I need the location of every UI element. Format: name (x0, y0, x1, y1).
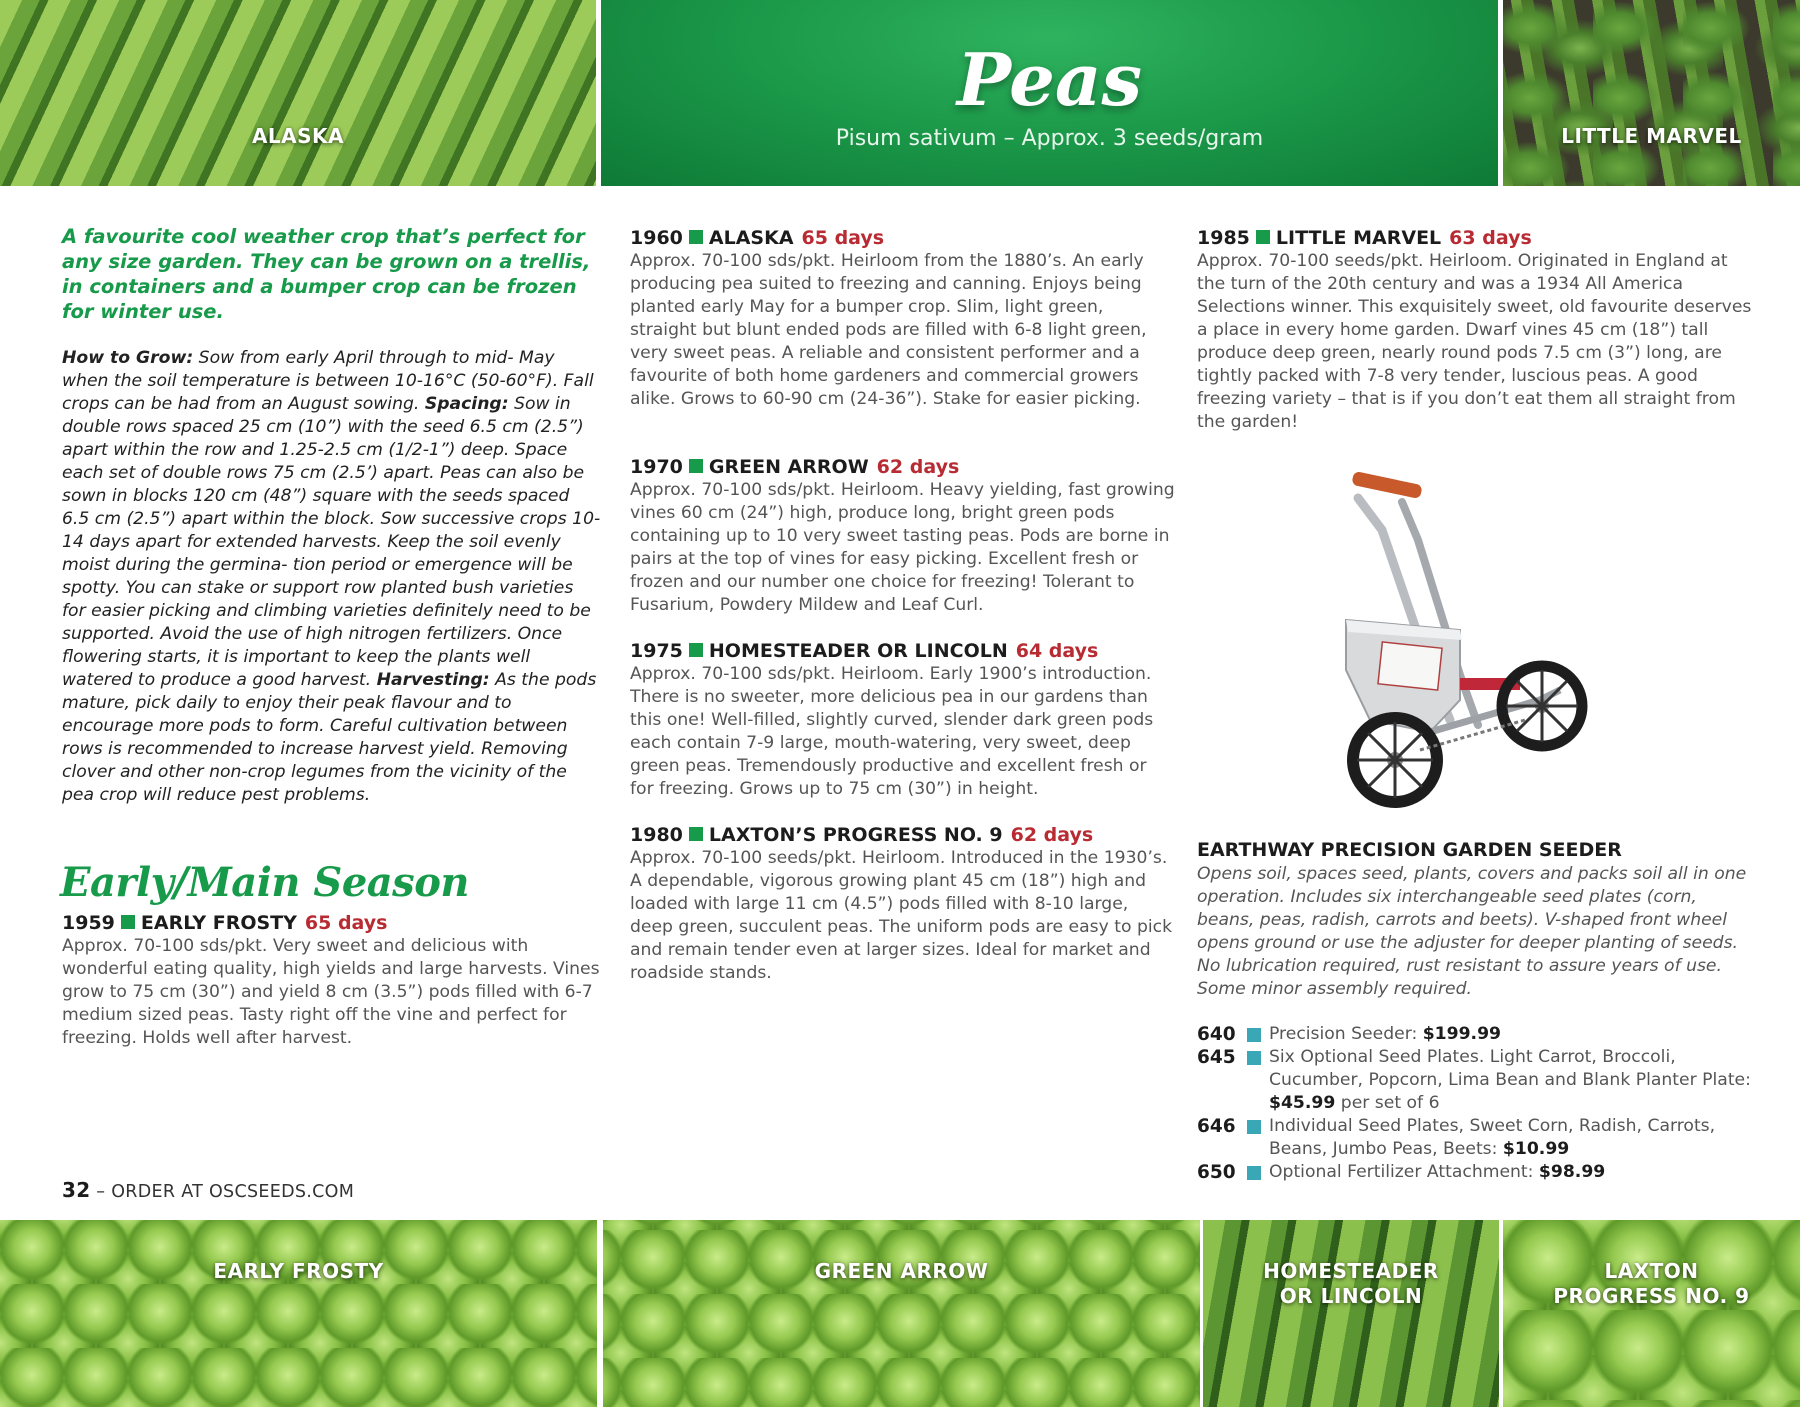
early-frosty-photo (0, 1220, 597, 1407)
variety-days: 62 days (876, 456, 960, 478)
harvesting-label: Harvesting: (376, 670, 490, 690)
variety-name: ALASKA (708, 227, 794, 249)
price-item (1197, 1023, 1767, 1046)
little-marvel-photo-label: LITTLE MARVEL (1561, 124, 1742, 148)
price-item (1197, 1161, 1767, 1184)
variety-description: Approx. 70-100 sds/pkt. Heirloom. Heavy yielding, fast growing vines 60 cm (24”) high, produce long, bright green pods containing up to 10 very sweet tasting peas. Pods are borne in pairs at the top of vines for easy picking. Excellent fresh or frozen and our number one choice for freezing! Tolerant to Fusarium, Powdery Mildew and Leaf Curl. (630, 480, 1175, 615)
how-to-grow-text: Sow from early April through to mid- May when the soil temperature is between 10-16°C (50-60°F). Fall crops can be had from an August sowing. (62, 348, 594, 414)
variety-days: 65 days (801, 227, 885, 249)
spacing-text: Sow in double rows spaced 25 cm (10”) with the seed 6.5 cm (2.5”) apart within the row and 1.25-2.5 cm (1/2-1”) deep. Space each set of double rows 75 cm (2.5’) apart. Peas can also be sown in blocks 120 cm (48”) square with the seeds spaced 6.5 cm (2.5”) apart within the block. Sow successive crops 10-14 days apart for extended harvests. Keep the soil evenly moist during the germina- tion period or emergence will be spotty. You can stake or support row planted bush varieties for easier picking and climbing varieties definitely need to be supported. Avoid the use of high nitrogen fertilizers. Once flowering starts, it is important to keep the plants well watered to produce a good harvest. (62, 394, 601, 690)
how-to-grow-label: How to Grow: (62, 348, 194, 368)
green-square-icon (689, 827, 703, 841)
variety-laxton (630, 823, 1175, 985)
item-text: Individual Seed Plates, Sweet Corn, Radish, Carrots, Beans, Jumbo Peas, Beets: (1269, 1116, 1716, 1159)
variety-heading (630, 639, 1175, 663)
variety-name: EARLY FROSTY (140, 912, 297, 934)
green-square-icon (1256, 230, 1270, 244)
homesteader-photo (1203, 1220, 1499, 1407)
variety-name: GREEN ARROW (708, 456, 869, 478)
item-price: $10.99 (1502, 1139, 1570, 1159)
teal-square-icon (1247, 1166, 1261, 1180)
item-price: $45.99 (1269, 1093, 1336, 1113)
variety-description: Approx. 70-100 sds/pkt. Heirloom. Early 1900’s introduction. There is no sweeter, more delicious pea in our gardens than this one! Well-filled, slightly curved, slender dark green pods each contain 7-9 large, mouth-watering, very sweet, deep green peas. Tremendously productive and excellent fresh or for freezing. Grows up to 75 cm (30”) in height. (630, 664, 1154, 799)
variety-heading (1197, 226, 1752, 250)
order-link[interactable]: ORDER AT OSCSEEDS.COM (111, 1182, 355, 1202)
variety-days: 64 days (1015, 640, 1099, 662)
teal-square-icon (1247, 1028, 1261, 1042)
item-text: Optional Fertilizer Attachment: (1269, 1162, 1539, 1182)
item-code: 650 (1197, 1162, 1236, 1183)
green-square-icon (689, 459, 703, 473)
variety-days: 65 days (304, 912, 388, 934)
variety-code: 1980 (630, 824, 683, 846)
footer-dash: – (90, 1182, 112, 1202)
little-marvel-photo (1503, 0, 1800, 186)
green-square-icon (689, 230, 703, 244)
price-item (1197, 1115, 1767, 1161)
variety-heading (630, 455, 1175, 479)
item-text: Precision Seeder: (1269, 1024, 1423, 1044)
variety-name: HOMESTEADER OR LINCOLN (708, 640, 1008, 662)
green-arrow-photo (603, 1220, 1200, 1407)
page-number: 32 (62, 1178, 91, 1202)
item-code: 645 (1197, 1047, 1236, 1068)
variety-description: Approx. 70-100 sds/pkt. Very sweet and delicious with wonderful eating quality, high yields and large harvests. Vines grow to 75 cm (30”) and yield 8 cm (3.5”) pods filled with 6-7 medium sized peas. Tasty right off the vine and perfect for freezing. Holds well after harvest. (62, 936, 600, 1048)
variety-heading (630, 823, 1175, 847)
garden-seeder-image (1310, 470, 1610, 820)
seeder-description: Opens soil, spaces seed, plants, covers and packs soil all in one operation. Includes six interchangeable seed plates (corn, beans, peas, radish, carrots and beets). V-shaped front wheel opens ground or use the adjuster for deeper planting of seeds. No lubrication required, rust resistant to assure years of use. Some minor assembly required. (1197, 864, 1747, 999)
page-title: Peas (956, 37, 1143, 122)
item-text: Six Optional Seed Plates. Light Carrot, Broccoli, Cucumber, Popcorn, Lima Bean and Blank Planter Plate: (1269, 1047, 1751, 1090)
teal-square-icon (1247, 1051, 1261, 1065)
variety-name: LAXTON’S PROGRESS NO. 9 (708, 824, 1003, 846)
laxton-photo (1503, 1220, 1800, 1407)
item-after: per set of 6 (1335, 1093, 1440, 1113)
seeder-price-list (1197, 1023, 1767, 1184)
homesteader-photo-label: HOMESTEADER OR LINCOLN (1263, 1259, 1439, 1308)
variety-name: LITTLE MARVEL (1275, 227, 1442, 249)
variety-early-frosty (62, 911, 602, 1050)
green-square-icon (689, 643, 703, 657)
variety-code: 1960 (630, 227, 683, 249)
variety-description: Approx. 70-100 sds/pkt. Heirloom from the 1880’s. An early producing pea suited to freezing and canning. Enjoys being planted early May for a bumper crop. Slim, light green, straight but blunt ended pods are filled with 6-8 light green, very sweet peas. A reliable and consistent performer and a favourite of both home gardeners and commercial growers alike. Grows to 60-90 cm (24-36”). Stake for easier picking. (630, 251, 1147, 409)
item-price: $199.99 (1422, 1024, 1502, 1044)
variety-alaska (630, 226, 1175, 411)
early-frosty-photo-label: EARLY FROSTY (213, 1259, 384, 1283)
season-heading: Early/Main Season (60, 859, 469, 906)
how-to-grow (62, 347, 602, 807)
harvesting-text: As the pods mature, pick daily to enjoy their peak flavour and to encourage more pods to form. Careful cultivation between rows is recommended to increase harvest yield. Removing clover and other non-crop legumes from the vicinity of the pea crop will reduce pest problems. (62, 670, 597, 805)
price-item (1197, 1046, 1767, 1115)
page-subtitle: Pisum sativum – Approx. 3 seeds/gram (835, 126, 1264, 151)
spacing-label: Spacing: (424, 394, 509, 414)
alaska-photo (0, 0, 596, 186)
variety-code: 1970 (630, 456, 683, 478)
item-price: $98.99 (1538, 1162, 1606, 1182)
variety-code: 1975 (630, 640, 683, 662)
variety-green-arrow (630, 455, 1175, 617)
variety-description: Approx. 70-100 seeds/pkt. Heirloom. Introduced in the 1930’s. A dependable, vigorous growing plant 45 cm (18”) high and loaded with large 11 cm (4.5”) pods filled with 8-10 large, deep green, succulent peas. The uniform pods are easy to pick and remain tender even at larger sizes. Ideal for market and roadside stands. (630, 848, 1173, 983)
variety-little-marvel (1197, 226, 1752, 434)
seeder-title: EARTHWAY PRECISION GARDEN SEEDER (1197, 839, 1622, 861)
title-banner (601, 0, 1498, 186)
laxton-photo-label: LAXTON PROGRESS NO. 9 (1553, 1259, 1750, 1308)
green-square-icon (121, 915, 135, 929)
intro-text: A favourite cool weather crop that’s perfect for any size garden. They can be grown on a trellis, in containers and a bumper crop can be frozen for winter use. (62, 225, 591, 323)
variety-heading (62, 911, 602, 935)
variety-description: Approx. 70-100 seeds/pkt. Heirloom. Originated in England at the turn of the 20th century and was a 1934 All America Selections winner. This exquisitely sweet, old favourite deserves a place in every home garden. Dwarf vines 45 cm (18”) tall produce deep green, nearly round pods 7.5 cm (3”) long, are tightly packed with 7-8 very tender, luscious peas. A good freezing variety – that is if you don’t eat them all straight from the garden! (1197, 251, 1752, 432)
variety-code: 1959 (62, 912, 115, 934)
green-arrow-photo-label: GREEN ARROW (814, 1259, 989, 1283)
alaska-photo-label: ALASKA (251, 124, 345, 148)
variety-days: 62 days (1010, 824, 1094, 846)
variety-code: 1985 (1197, 227, 1250, 249)
variety-homesteader (630, 639, 1175, 801)
page-footer (62, 1178, 354, 1202)
teal-square-icon (1247, 1120, 1261, 1134)
item-code: 646 (1197, 1116, 1236, 1137)
variety-heading (630, 226, 1175, 250)
item-code: 640 (1197, 1024, 1236, 1045)
variety-days: 63 days (1449, 227, 1532, 249)
